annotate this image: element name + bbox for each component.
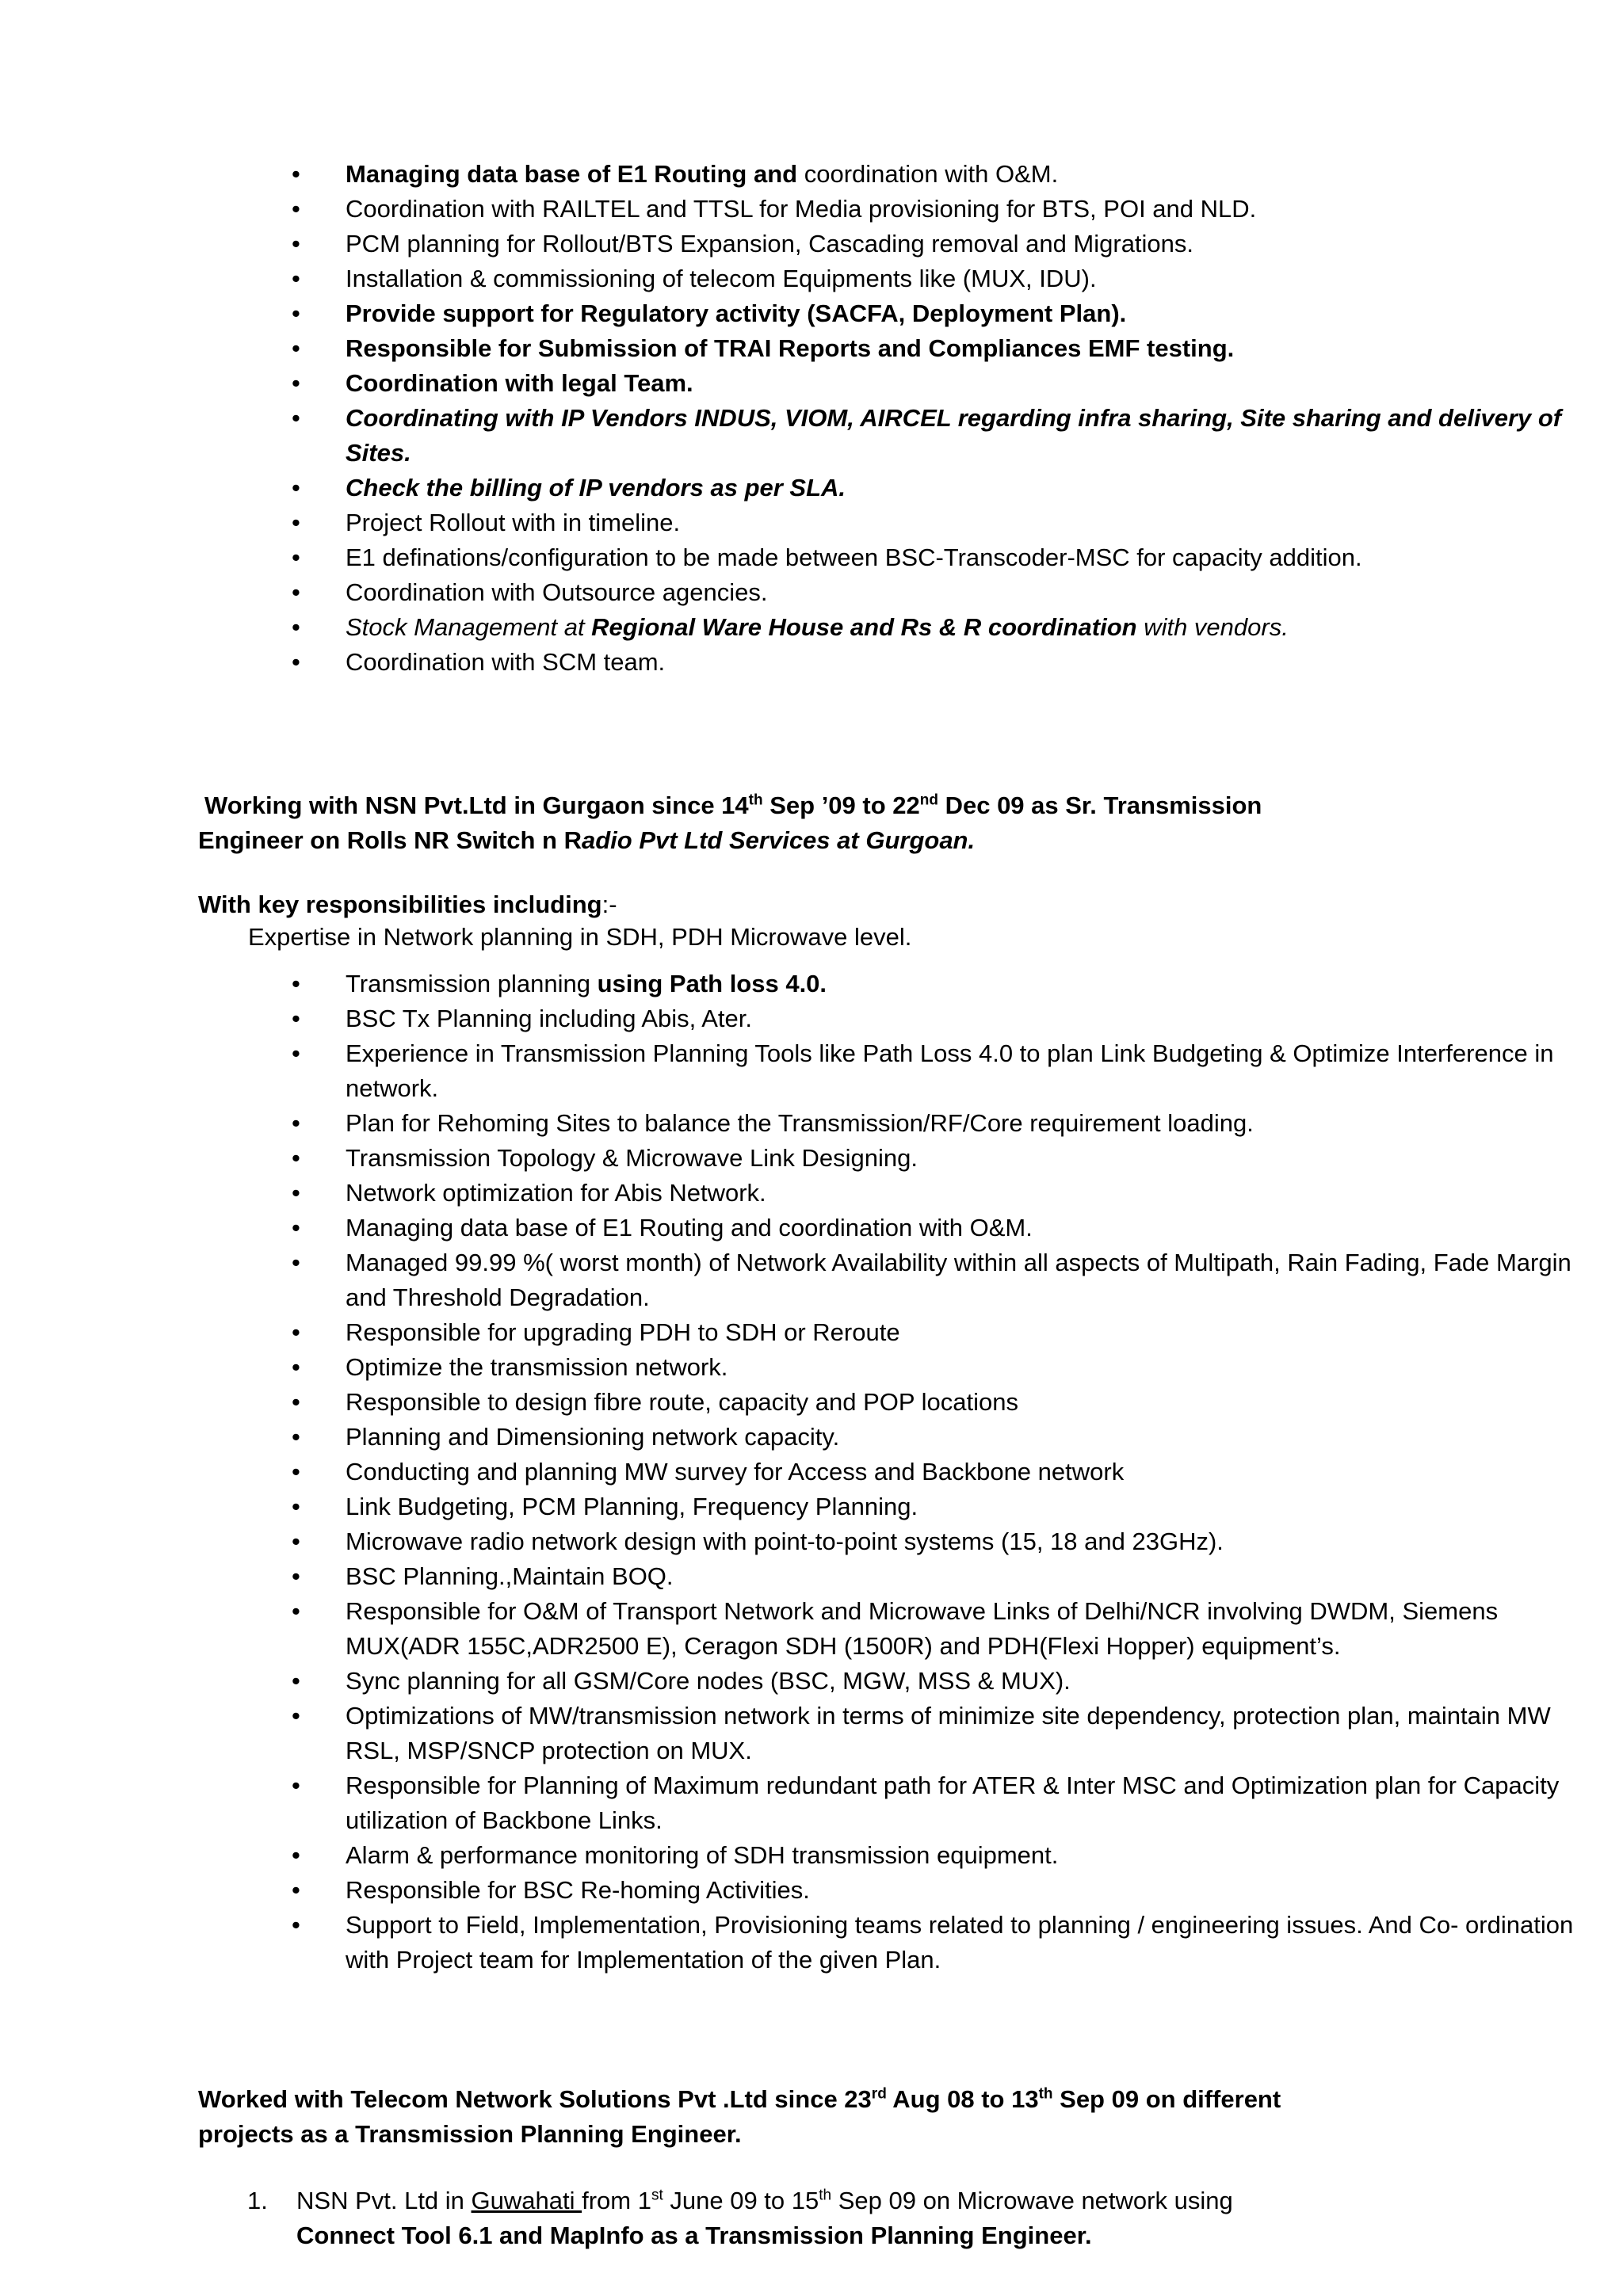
list-item-text: Optimizations of MW/transmission network in terms of minimize site dependency, protection plan, maintain MW RSL, MSP/SNCP protection on MUX. xyxy=(346,1702,1551,1764)
list-item-text: Network optimization for Abis Network. xyxy=(346,1179,766,1207)
ordinal-suffix: rd xyxy=(871,2085,887,2103)
list-item-text: Conducting and planning MW survey for Access and Backbone network xyxy=(346,1458,1125,1486)
nsn-heading-text: Sep ’09 to 22 xyxy=(762,791,920,819)
project-text: Connect Tool 6.1 and MapInfo as a Transmission Planning Engineer. xyxy=(296,2222,1092,2249)
list-item-text: with vendors. xyxy=(1136,613,1289,641)
list-item-text: Provide support for Regulatory activity (SACFA, Deployment Plan). xyxy=(346,299,1127,327)
list-item xyxy=(0,1036,1623,1106)
list-item-text: Responsible for Planning of Maximum redundant path for ATER & Inter MSC and Optimization plan for Capacity utilization of Backbone Links. xyxy=(346,1772,1560,1834)
list-item xyxy=(0,331,1623,366)
list-item-text: Microwave radio network design with point-to-point systems (15, 18 and 23GHz). xyxy=(346,1527,1224,1555)
list-item xyxy=(0,261,1623,296)
tns-heading-text: Worked with Telecom Network Solutions Pvt .Ltd since 23 xyxy=(198,2085,872,2113)
bullet-icon: • xyxy=(292,1005,300,1032)
nsn-responsibilities-list xyxy=(0,967,1623,1978)
list-item-text: Managing data base of E1 Routing and xyxy=(346,160,798,188)
list-item xyxy=(0,1001,1623,1036)
nsn-employment-heading xyxy=(198,788,1545,858)
bullet-icon: • xyxy=(292,1876,300,1904)
list-item xyxy=(0,1211,1623,1245)
list-item-text: Stock Management at xyxy=(346,613,592,641)
list-item xyxy=(0,227,1623,261)
list-item xyxy=(0,1176,1623,1211)
list-item-text: BSC Tx Planning including Abis, Ater. xyxy=(346,1005,752,1032)
list-item-text: coordination with O&M. xyxy=(797,160,1059,188)
bullet-icon: • xyxy=(292,1597,300,1625)
project-text: June 09 to 15 xyxy=(663,2187,819,2214)
nsn-heading-text: adio Pvt Ltd Services at Gurgoan. xyxy=(581,826,976,854)
list-item-text: Managed 99.99 %( worst month) of Network Availability within all aspects of Multipath, Rain Fading, Fade Margin and Threshold Degradation. xyxy=(346,1249,1571,1311)
tns-employment-heading xyxy=(198,2082,1545,2152)
tns-heading-text: Sep 09 on different xyxy=(1052,2085,1281,2113)
list-item xyxy=(0,1664,1623,1699)
tns-heading-text: projects as a Transmission Planning Engineer. xyxy=(198,2120,742,2148)
bullet-icon: • xyxy=(292,1353,300,1381)
list-item-text: Responsible for O&M of Transport Network and Microwave Links of Delhi/NCR involving DWDM, Siemens MUX(ADR 155C,ADR2500 E), Ceragon SDH (1500R) and PDH(Flexi Hopper) equipment’s. xyxy=(346,1597,1499,1660)
list-item xyxy=(0,1873,1623,1908)
list-item xyxy=(0,1559,1623,1594)
nsn-heading-text: Dec 09 as Sr. Transmission xyxy=(938,791,1262,819)
list-item xyxy=(0,1106,1623,1141)
list-item-text: Responsible to design fibre route, capacity and POP locations xyxy=(346,1388,1018,1416)
list-item xyxy=(0,610,1623,645)
list-item-text: Support to Field, Implementation, Provisioning teams related to planning / engineering issues. And Co- ordination with Project team for Implementation of the given Plan. xyxy=(346,1911,1574,1974)
list-item xyxy=(0,1141,1623,1176)
project-text: NSN Pvt. Ltd in xyxy=(296,2187,472,2214)
key-responsibilities-intro xyxy=(198,887,1545,955)
responsibilities-list-continued xyxy=(0,157,1623,680)
bullet-icon: • xyxy=(292,1214,300,1241)
list-item xyxy=(0,1385,1623,1420)
list-item-text: Experience in Transmission Planning Tools like Path Loss 4.0 to plan Link Budgeting & Optimize Interference in network. xyxy=(346,1039,1554,1102)
key-responsibilities-label: With key responsibilities including xyxy=(198,891,602,918)
key-responsibilities-suffix: :- xyxy=(601,891,617,918)
bullet-icon: • xyxy=(292,1388,300,1416)
project-item xyxy=(0,2183,1623,2253)
project-location: Guwahati xyxy=(471,2187,582,2214)
list-item xyxy=(0,157,1623,192)
list-item xyxy=(0,645,1623,680)
bullet-icon: • xyxy=(292,1702,300,1730)
list-item xyxy=(0,471,1623,505)
bullet-icon: • xyxy=(292,543,300,571)
list-item xyxy=(0,1245,1623,1315)
list-item-text: Coordination with RAILTEL and TTSL for Media provisioning for BTS, POI and NLD. xyxy=(346,195,1257,223)
bullet-icon: • xyxy=(292,1179,300,1207)
list-item xyxy=(0,1455,1623,1489)
list-item-text: Sync planning for all GSM/Core nodes (BSC, MGW, MSS & MUX). xyxy=(346,1667,1071,1695)
bullet-icon: • xyxy=(292,1318,300,1346)
list-item xyxy=(0,967,1623,1001)
list-item-text: Check the billing of IP vendors as per SLA. xyxy=(346,474,846,502)
bullet-icon: • xyxy=(292,1109,300,1137)
list-item xyxy=(0,296,1623,331)
list-item xyxy=(0,1524,1623,1559)
bullet-icon: • xyxy=(292,578,300,606)
list-item xyxy=(0,575,1623,610)
list-item-text: Managing data base of E1 Routing and coordination with O&M. xyxy=(346,1214,1033,1241)
ordinal-suffix: th xyxy=(819,2187,832,2204)
list-item-text: Alarm & performance monitoring of SDH transmission equipment. xyxy=(346,1841,1059,1869)
ordinal-suffix: st xyxy=(651,2187,663,2204)
bullet-icon: • xyxy=(292,230,300,257)
list-item xyxy=(0,1838,1623,1873)
bullet-icon: • xyxy=(292,1144,300,1172)
ordinal-suffix: th xyxy=(748,791,763,809)
list-item-text: Optimize the transmission network. xyxy=(346,1353,728,1381)
project-number: 1. xyxy=(247,2187,268,2214)
list-item-text: Coordination with legal Team. xyxy=(346,369,693,397)
list-item-text: Plan for Rehoming Sites to balance the Transmission/RF/Core requirement loading. xyxy=(346,1109,1254,1137)
bullet-icon: • xyxy=(292,334,300,362)
bullet-icon: • xyxy=(292,474,300,502)
list-item xyxy=(0,1315,1623,1350)
list-item-text: Coordinating with IP Vendors INDUS, VIOM, AIRCEL regarding infra sharing, Site sharing and delivery of Sites. xyxy=(346,404,1562,467)
list-item-text: using Path loss 4.0. xyxy=(597,970,827,997)
bullet-icon: • xyxy=(292,1772,300,1799)
bullet-icon: • xyxy=(292,265,300,292)
bullet-icon: • xyxy=(292,1493,300,1520)
list-item-text: Regional Ware House and Rs & R coordination xyxy=(591,613,1137,641)
bullet-icon: • xyxy=(292,1249,300,1276)
project-text: Sep 09 on Microwave network using xyxy=(831,2187,1233,2214)
bullet-icon: • xyxy=(292,1667,300,1695)
bullet-icon: • xyxy=(292,1458,300,1486)
ordinal-suffix: th xyxy=(1038,2085,1053,2103)
bullet-icon: • xyxy=(292,195,300,223)
bullet-icon: • xyxy=(292,299,300,327)
list-item-text: Link Budgeting, PCM Planning, Frequency Planning. xyxy=(346,1493,918,1520)
bullet-icon: • xyxy=(292,1527,300,1555)
list-item xyxy=(0,366,1623,401)
list-item xyxy=(0,192,1623,227)
list-item-text: Responsible for Submission of TRAI Reports and Compliances EMF testing. xyxy=(346,334,1235,362)
nsn-heading-text: Working with NSN Pvt.Ltd in Gurgaon since 14 xyxy=(204,791,749,819)
list-item xyxy=(0,1350,1623,1385)
bullet-icon: • xyxy=(292,160,300,188)
list-item xyxy=(0,1768,1623,1838)
list-item xyxy=(0,540,1623,575)
bullet-icon: • xyxy=(292,648,300,676)
bullet-icon: • xyxy=(292,613,300,641)
list-item xyxy=(0,1908,1623,1978)
list-item-text: Installation & commissioning of telecom Equipments like (MUX, IDU). xyxy=(346,265,1097,292)
list-item-text: Planning and Dimensioning network capacity. xyxy=(346,1423,840,1451)
list-item-text: E1 definations/configuration to be made between BSC-Transcoder-MSC for capacity addition. xyxy=(346,543,1362,571)
expertise-line: Expertise in Network planning in SDH, PDH Microwave level. xyxy=(248,923,912,951)
list-item-text: Coordination with SCM team. xyxy=(346,648,666,676)
bullet-icon: • xyxy=(292,1841,300,1869)
list-item xyxy=(0,1489,1623,1524)
list-item-text: Responsible for BSC Re-homing Activities. xyxy=(346,1876,810,1904)
list-item-text: Transmission planning xyxy=(346,970,598,997)
bullet-icon: • xyxy=(292,369,300,397)
tns-heading-text: Aug 08 to 13 xyxy=(886,2085,1039,2113)
list-item xyxy=(0,505,1623,540)
bullet-icon: • xyxy=(292,509,300,536)
bullet-icon: • xyxy=(292,1911,300,1939)
projects-list xyxy=(0,2183,1623,2253)
list-item-text: Coordination with Outsource agencies. xyxy=(346,578,768,606)
list-item xyxy=(0,1420,1623,1455)
list-item-text: BSC Planning.,Maintain BOQ. xyxy=(346,1562,674,1590)
bullet-icon: • xyxy=(292,1562,300,1590)
bullet-icon: • xyxy=(292,970,300,997)
list-item-text: PCM planning for Rollout/BTS Expansion, Cascading removal and Migrations. xyxy=(346,230,1194,257)
list-item-text: Transmission Topology & Microwave Link Designing. xyxy=(346,1144,918,1172)
bullet-icon: • xyxy=(292,1423,300,1451)
list-item-text: Project Rollout with in timeline. xyxy=(346,509,681,536)
nsn-heading-text: Engineer on Rolls NR Switch n R xyxy=(198,826,582,854)
list-item xyxy=(0,1594,1623,1664)
bullet-icon: • xyxy=(292,1039,300,1067)
ordinal-suffix: nd xyxy=(919,791,938,809)
bullet-icon: • xyxy=(292,404,300,432)
list-item xyxy=(0,401,1623,471)
list-item xyxy=(0,1699,1623,1768)
list-item-text: Responsible for upgrading PDH to SDH or Reroute xyxy=(346,1318,900,1346)
project-text: from 1 xyxy=(582,2187,651,2214)
